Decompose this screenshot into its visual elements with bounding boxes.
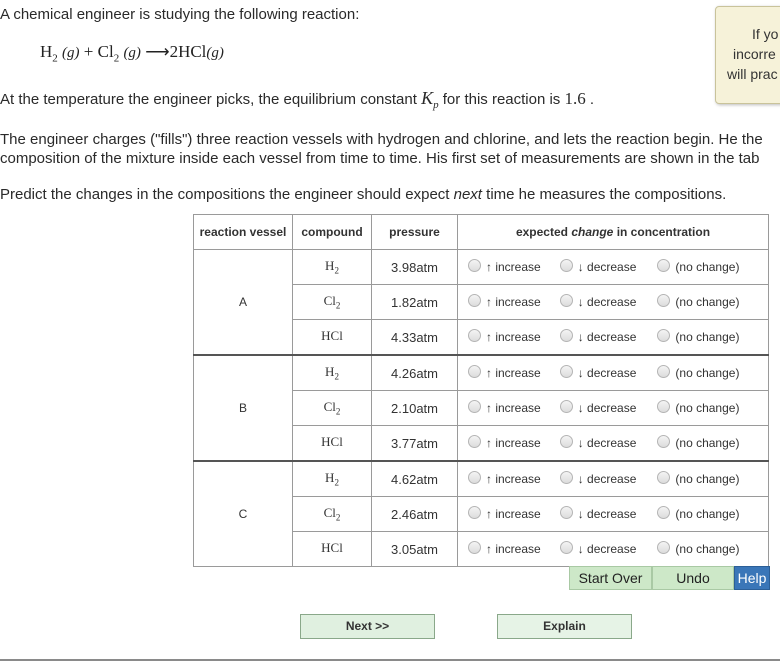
compound-cell xyxy=(293,355,372,391)
option-increase[interactable] xyxy=(468,507,541,521)
option-label: (no change) xyxy=(675,436,740,451)
option-increase[interactable] xyxy=(468,330,541,344)
header-change-after: in concentration xyxy=(616,225,711,239)
option-decrease[interactable] xyxy=(560,472,637,486)
pressure-unit: atm xyxy=(416,365,438,381)
pressure-value: 3.05 xyxy=(391,541,417,557)
option-increase[interactable] xyxy=(468,366,541,380)
pressure-unit: atm xyxy=(416,259,438,275)
compound-cell xyxy=(293,320,372,356)
option-decrease[interactable] xyxy=(560,436,637,450)
pressure-value: 2.10 xyxy=(391,400,417,416)
option-decrease[interactable] xyxy=(560,366,637,380)
option-increase[interactable] xyxy=(468,542,541,556)
option-label: (no change) xyxy=(675,330,740,345)
option-label: ↓ decrease xyxy=(577,507,637,522)
compound-subscript: 2 xyxy=(334,371,339,382)
help-button[interactable]: Help xyxy=(734,566,770,590)
radio-decrease[interactable] xyxy=(560,400,573,413)
compound-formula: Cl xyxy=(323,505,336,521)
option-decrease[interactable] xyxy=(560,330,637,344)
table-row xyxy=(194,461,769,497)
option-label: ↓ decrease xyxy=(577,366,637,381)
option-decrease[interactable] xyxy=(560,507,637,521)
bottom-divider xyxy=(0,659,780,661)
option-label: (no change) xyxy=(675,295,740,310)
radio-no-change[interactable] xyxy=(657,541,670,554)
compound-formula: Cl xyxy=(323,293,336,309)
pressure-unit: atm xyxy=(416,400,438,416)
compound-cell xyxy=(293,497,372,532)
reaction-arrow: ⟶ xyxy=(145,42,170,61)
option-no-change[interactable] xyxy=(657,295,739,309)
pressure-value: 3.77 xyxy=(391,435,417,451)
compound-subscript: 2 xyxy=(335,300,341,311)
option-label: ↑ increase xyxy=(486,295,541,310)
radio-no-change[interactable] xyxy=(657,365,670,378)
option-label: ↓ decrease xyxy=(577,295,637,310)
start-over-button[interactable]: Start Over xyxy=(569,566,652,590)
compound-formula: H xyxy=(325,470,335,486)
radio-no-change[interactable] xyxy=(657,294,670,307)
reaction-h2: H xyxy=(40,42,53,61)
option-decrease[interactable] xyxy=(560,401,637,415)
pressure-value: 4.26 xyxy=(391,365,417,381)
option-increase[interactable] xyxy=(468,401,541,415)
pressure-unit: atm xyxy=(416,506,438,522)
radio-no-change[interactable] xyxy=(657,471,670,484)
option-label: (no change) xyxy=(675,542,740,557)
option-label: ↓ decrease xyxy=(577,472,637,487)
hint-note-line-3: will prac xyxy=(727,66,778,82)
option-label: ↑ increase xyxy=(486,507,541,522)
reaction-equation xyxy=(40,42,224,64)
vessel-label: C xyxy=(194,461,293,567)
option-label: ↑ increase xyxy=(486,401,541,416)
change-options xyxy=(458,320,769,356)
option-no-change[interactable] xyxy=(657,436,739,450)
header-compound: compound xyxy=(293,215,372,250)
reaction-cl2: Cl xyxy=(97,42,114,61)
compound-cell xyxy=(293,285,372,320)
predict-text-emph: next xyxy=(453,186,482,203)
compound-formula: HCl xyxy=(321,328,343,344)
hint-note-line-1: If yo xyxy=(752,26,779,42)
option-label: (no change) xyxy=(675,472,740,487)
option-label: ↑ increase xyxy=(486,260,541,275)
undo-button[interactable]: Undo xyxy=(652,566,734,590)
option-decrease[interactable] xyxy=(560,295,637,309)
pressure-cell xyxy=(372,461,458,497)
option-no-change[interactable] xyxy=(657,330,739,344)
pressure-cell xyxy=(372,426,458,462)
option-label: (no change) xyxy=(675,401,740,416)
kp-sentence xyxy=(0,88,594,111)
pressure-value: 4.62 xyxy=(391,471,417,487)
explain-button[interactable]: Explain xyxy=(497,614,632,639)
header-reaction-vessel: reaction vessel xyxy=(194,215,293,250)
paragraph-line-2: composition of the mixture inside each vessel from time to time. His first set of measurements are shown in the tab xyxy=(0,150,760,167)
option-label: ↑ increase xyxy=(486,330,541,345)
compound-cell xyxy=(293,426,372,462)
reaction-hcl: 2HCl xyxy=(169,42,207,61)
radio-increase[interactable] xyxy=(468,506,481,519)
reaction-h2-sub: 2 xyxy=(52,52,58,65)
option-no-change[interactable] xyxy=(657,542,739,556)
radio-decrease[interactable] xyxy=(560,259,573,272)
radio-decrease[interactable] xyxy=(560,329,573,342)
kp-value: 1.6 xyxy=(564,89,586,108)
pressure-unit: atm xyxy=(416,435,438,451)
header-expected-change xyxy=(458,215,769,250)
table-row xyxy=(194,355,769,391)
compound-cell xyxy=(293,250,372,285)
radio-increase[interactable] xyxy=(468,259,481,272)
pressure-cell xyxy=(372,285,458,320)
radio-no-change[interactable] xyxy=(657,329,670,342)
radio-increase[interactable] xyxy=(468,471,481,484)
compound-subscript: 2 xyxy=(334,477,339,488)
option-label: ↓ decrease xyxy=(577,330,637,345)
pressure-cell xyxy=(372,532,458,567)
option-label: ↓ decrease xyxy=(577,401,637,416)
vessel-label: A xyxy=(194,250,293,356)
option-label: ↑ increase xyxy=(486,366,541,381)
reaction-cl2-state: (g) xyxy=(123,45,141,61)
compound-formula: H xyxy=(325,258,335,274)
radio-increase[interactable] xyxy=(468,541,481,554)
option-label: ↓ decrease xyxy=(577,260,637,275)
kp-text-after: . xyxy=(589,91,595,108)
predict-text xyxy=(0,186,726,203)
option-no-change[interactable] xyxy=(657,260,739,274)
radio-decrease[interactable] xyxy=(560,435,573,448)
option-increase[interactable] xyxy=(468,436,541,450)
measurement-table xyxy=(193,214,769,567)
option-decrease[interactable] xyxy=(560,260,637,274)
kp-text-middle: for this reaction is xyxy=(442,91,561,108)
change-options xyxy=(458,391,769,426)
radio-decrease[interactable] xyxy=(560,365,573,378)
change-options xyxy=(458,285,769,320)
reaction-h2-state: (g) xyxy=(62,45,80,61)
radio-no-change[interactable] xyxy=(657,506,670,519)
radio-no-change[interactable] xyxy=(657,259,670,272)
hint-note xyxy=(715,6,780,104)
pressure-cell xyxy=(372,497,458,532)
compound-formula: Cl xyxy=(323,399,336,415)
radio-decrease[interactable] xyxy=(560,541,573,554)
option-label: (no change) xyxy=(675,260,740,275)
option-label: (no change) xyxy=(675,507,740,522)
radio-increase[interactable] xyxy=(468,400,481,413)
pressure-cell xyxy=(372,250,458,285)
option-decrease[interactable] xyxy=(560,542,637,556)
predict-text-before: Predict the changes in the compositions the engineer should expect xyxy=(0,186,450,203)
paragraph-line-1: The engineer charges ("fills") three reaction vessels with hydrogen and chlorine, and lets the reaction begin. He the xyxy=(0,131,763,148)
pressure-value: 1.82 xyxy=(391,294,417,310)
compound-formula: H xyxy=(325,364,335,380)
pressure-value: 3.98 xyxy=(391,259,417,275)
compound-cell xyxy=(293,391,372,426)
option-label: ↑ increase xyxy=(486,542,541,557)
kp-text-before: At the temperature the engineer picks, the equilibrium constant xyxy=(0,91,417,108)
change-options xyxy=(458,461,769,497)
pressure-unit: atm xyxy=(416,294,438,310)
change-options xyxy=(458,426,769,462)
compound-formula: HCl xyxy=(321,540,343,556)
radio-decrease[interactable] xyxy=(560,471,573,484)
pressure-value: 4.33 xyxy=(391,329,417,345)
radio-increase[interactable] xyxy=(468,329,481,342)
pressure-value: 2.46 xyxy=(391,506,417,522)
reaction-hcl-state: (g) xyxy=(206,45,224,61)
option-increase[interactable] xyxy=(468,260,541,274)
pressure-unit: atm xyxy=(416,329,438,345)
compound-formula: HCl xyxy=(321,434,343,450)
table-row xyxy=(194,250,769,285)
option-increase[interactable] xyxy=(468,472,541,486)
reaction-plus: + xyxy=(83,42,94,61)
radio-increase[interactable] xyxy=(468,365,481,378)
header-change-before: expected xyxy=(515,225,568,239)
hint-note-line-2: incorre xyxy=(733,46,776,62)
change-options xyxy=(458,532,769,567)
kp-subscript: p xyxy=(433,99,439,111)
radio-increase[interactable] xyxy=(468,294,481,307)
option-label: ↑ increase xyxy=(486,436,541,451)
kp-symbol: K xyxy=(421,88,434,108)
change-options xyxy=(458,250,769,285)
header-change-emph: change xyxy=(571,225,614,239)
compound-subscript: 2 xyxy=(335,406,341,417)
pressure-unit: atm xyxy=(416,471,438,487)
pressure-cell xyxy=(372,391,458,426)
option-no-change[interactable] xyxy=(657,401,739,415)
vessel-label: B xyxy=(194,355,293,461)
option-no-change[interactable] xyxy=(657,472,739,486)
header-pressure: pressure xyxy=(372,215,458,250)
radio-increase[interactable] xyxy=(468,435,481,448)
reaction-cl2-sub: 2 xyxy=(113,52,120,65)
next-button[interactable]: Next >> xyxy=(300,614,435,639)
change-options xyxy=(458,355,769,391)
pressure-cell xyxy=(372,355,458,391)
option-increase[interactable] xyxy=(468,295,541,309)
compound-cell xyxy=(293,461,372,497)
compound-cell xyxy=(293,532,372,567)
option-no-change[interactable] xyxy=(657,366,739,380)
option-label: ↑ increase xyxy=(486,472,541,487)
radio-no-change[interactable] xyxy=(657,435,670,448)
change-options xyxy=(458,497,769,532)
pressure-unit: atm xyxy=(416,541,438,557)
pressure-cell xyxy=(372,320,458,356)
radio-decrease[interactable] xyxy=(560,506,573,519)
option-label: ↓ decrease xyxy=(577,436,637,451)
radio-no-change[interactable] xyxy=(657,400,670,413)
compound-subscript: 2 xyxy=(334,265,339,276)
radio-decrease[interactable] xyxy=(560,294,573,307)
compound-subscript: 2 xyxy=(335,512,341,523)
option-no-change[interactable] xyxy=(657,507,739,521)
predict-text-after: time he measures the compositions. xyxy=(486,186,727,203)
option-label: ↓ decrease xyxy=(577,542,637,557)
option-label: (no change) xyxy=(675,366,740,381)
intro-text: A chemical engineer is studying the following reaction: xyxy=(0,6,360,23)
